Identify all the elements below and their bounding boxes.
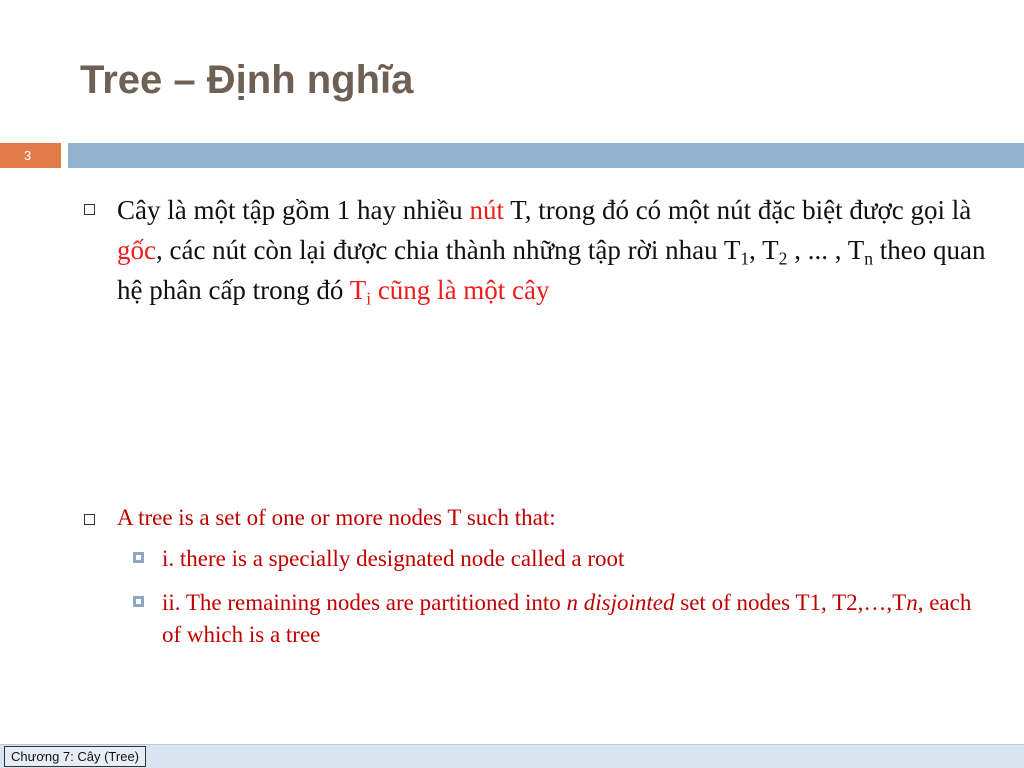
bullet-english-definition bbox=[80, 503, 990, 533]
sub-bullet-icon bbox=[133, 596, 144, 607]
slide-number: 3 bbox=[0, 143, 61, 168]
square-bullet-icon bbox=[84, 204, 95, 215]
sub-bullet-icon bbox=[133, 552, 144, 563]
bullet-vietnamese-definition bbox=[80, 190, 990, 310]
bullet-text: Cây là một tập gồm 1 hay nhiều nút T, trong đó có một nút đặc biệt được gọi là gốc, các nút còn lại được chia thành những tập rời nhau $T_1$, $T_2$ , ... , $T_n$ theo quan hệ phân cấp trong đó $T_i$ cũng là một cây bbox=[117, 195, 986, 309]
footer-chapter-label: Chương 7: Cây (Tree) bbox=[4, 746, 146, 767]
bullet-text: A tree is a set of one or more nodes T such that: bbox=[117, 505, 556, 530]
sub-bullet-partition bbox=[128, 587, 988, 651]
square-bullet-icon bbox=[84, 514, 95, 525]
title-divider-bar bbox=[68, 143, 1024, 168]
sub-bullet-text: i. there is a specially designated node called a root bbox=[162, 546, 625, 571]
slide-title: Tree – Định nghĩa bbox=[80, 58, 414, 102]
sub-bullet-text: ii. The remaining nodes are partitioned into n disjointed set of nodes T1, T2,…,Tn, each of which is a tree bbox=[162, 590, 972, 647]
sub-bullet-root bbox=[128, 543, 988, 575]
slide-footer bbox=[0, 744, 1024, 768]
